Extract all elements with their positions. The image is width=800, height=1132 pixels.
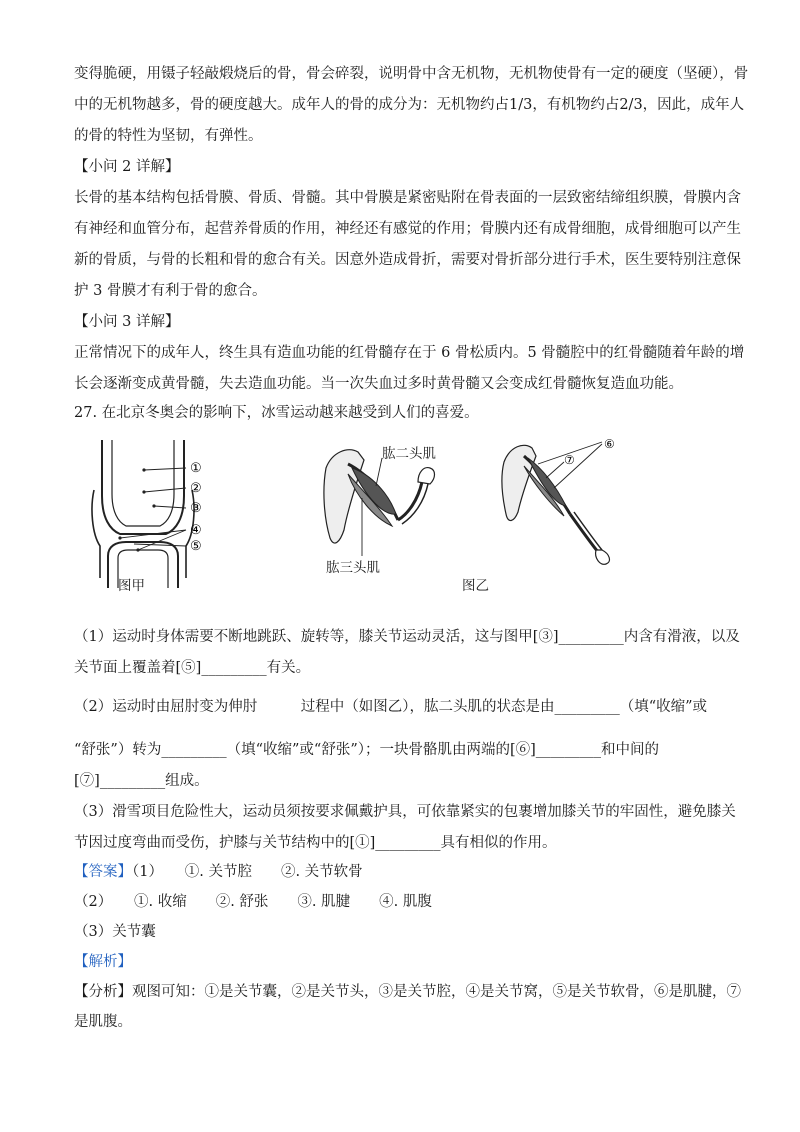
answer-text: （1） ①. 关节腔 ②. 关节软骨 bbox=[132, 864, 363, 880]
sub-question-2: [⑦]_________组成。 bbox=[74, 773, 209, 789]
answer-line bbox=[74, 862, 726, 882]
biceps-label: 肱二头肌 bbox=[382, 446, 436, 462]
label-3: ③ bbox=[190, 501, 202, 516]
section-header: 【小问 2 详解】 bbox=[74, 159, 180, 175]
label-4: ④ bbox=[190, 523, 202, 538]
label-2: ② bbox=[190, 481, 202, 496]
label-1: ① bbox=[190, 461, 202, 476]
figure-yi-extended-arm bbox=[498, 432, 618, 572]
sub-question-3: （3）滑雪项目危险性大，运动员须按要求佩戴护具，可依靠紧实的包裹增加膝关节的牢固性，避免膝关 bbox=[74, 804, 736, 820]
text-line: 中的无机物越多，骨的硬度越大。成年人的骨的成分为：无机物约占1/3，有机物约占2/3，因此，成年人 bbox=[74, 97, 745, 113]
label-6: ⑥ bbox=[604, 437, 615, 451]
label-7: ⑦ bbox=[564, 453, 575, 467]
text-line: 新的骨质，与骨的长粗和骨的愈合有关。因意外造成骨折，需要对骨折部分进行手术，医生要特别注意保 bbox=[74, 252, 741, 268]
answer-line: （3）关节囊 bbox=[74, 924, 156, 940]
text-line: 长骨的基本结构包括骨膜、骨质、骨髓。其中骨膜是紧密贴附在骨表面的一层致密结缔组织膜，骨膜内含 bbox=[74, 190, 741, 206]
answer-line: （2） ①. 收缩 ②. 舒张 ③. 肌腱 ④. 肌腹 bbox=[74, 894, 432, 910]
sub-question-1: （1）运动时身体需要不断地跳跃、旋转等，膝关节运动灵活，这与图甲[③]_________内含有滑液，以及 bbox=[74, 629, 740, 645]
extended-arm-diagram bbox=[498, 432, 618, 572]
analysis-tag: 【解析】 bbox=[74, 954, 132, 970]
sub-question-2: “舒张”）转为_________（填“收缩”或“舒张”）；一块骨骼肌由两端的[⑥]_________和中间的 bbox=[74, 742, 660, 758]
label-5: ⑤ bbox=[190, 539, 202, 554]
figure-yi-caption: 图乙 bbox=[462, 578, 489, 594]
sub-question-1: 关节面上覆盖着[⑤]_________有关。 bbox=[74, 660, 311, 676]
analysis-text: 【分析】观图可知：①是关节囊，②是关节头，③是关节腔，④是关节窝，⑤是关节软骨，⑥是肌腱，⑦ bbox=[74, 984, 741, 1000]
text-line: 的骨的特性为坚韧，有弹性。 bbox=[74, 128, 263, 144]
figure-jia-caption: 图甲 bbox=[118, 578, 145, 594]
section-header: 【小问 3 详解】 bbox=[74, 314, 180, 330]
sub-question-2: （2）运动时由屈肘变为伸肘 过程中（如图乙），肱二头肌的状态是由_________（填“收缩”或 bbox=[74, 699, 708, 715]
text-line: 正常情况下的成年人，终生具有造血功能的红骨髓存在于 6 骨松质内。5 骨髓腔中的红骨髓随着年龄的增 bbox=[74, 345, 745, 361]
sub-question-3: 节因过度弯曲而受伤，护膝与关节结构中的[①]_________具有相似的作用。 bbox=[74, 835, 557, 851]
knee-joint-diagram bbox=[80, 438, 240, 598]
figure-jia bbox=[80, 438, 240, 598]
triceps-label: 肱三头肌 bbox=[326, 560, 380, 576]
question-27: 27. 在北京冬奥会的影响下，冰雪运动越来越受到人们的喜爱。 bbox=[74, 405, 479, 421]
text-line: 护 3 骨膜才有利于骨的愈合。 bbox=[74, 283, 267, 299]
answer-tag: 【答案】 bbox=[74, 864, 132, 880]
text-line: 长会逐渐变成黄骨髓，失去造血功能。当一次失血过多时黄骨髓又会变成红骨髓恢复造血功能。 bbox=[74, 376, 683, 392]
text-line: 变得脆硬，用镊子轻敲煅烧后的骨，骨会碎裂，说明骨中含无机物，无机物使骨有一定的硬度（坚硬），骨 bbox=[74, 66, 749, 82]
text-line: 有神经和血管分布，起营养骨质的作用，神经还有感觉的作用；骨膜内还有成骨细胞，成骨细胞可以产生 bbox=[74, 221, 741, 237]
analysis-text: 是肌腹。 bbox=[74, 1014, 132, 1030]
